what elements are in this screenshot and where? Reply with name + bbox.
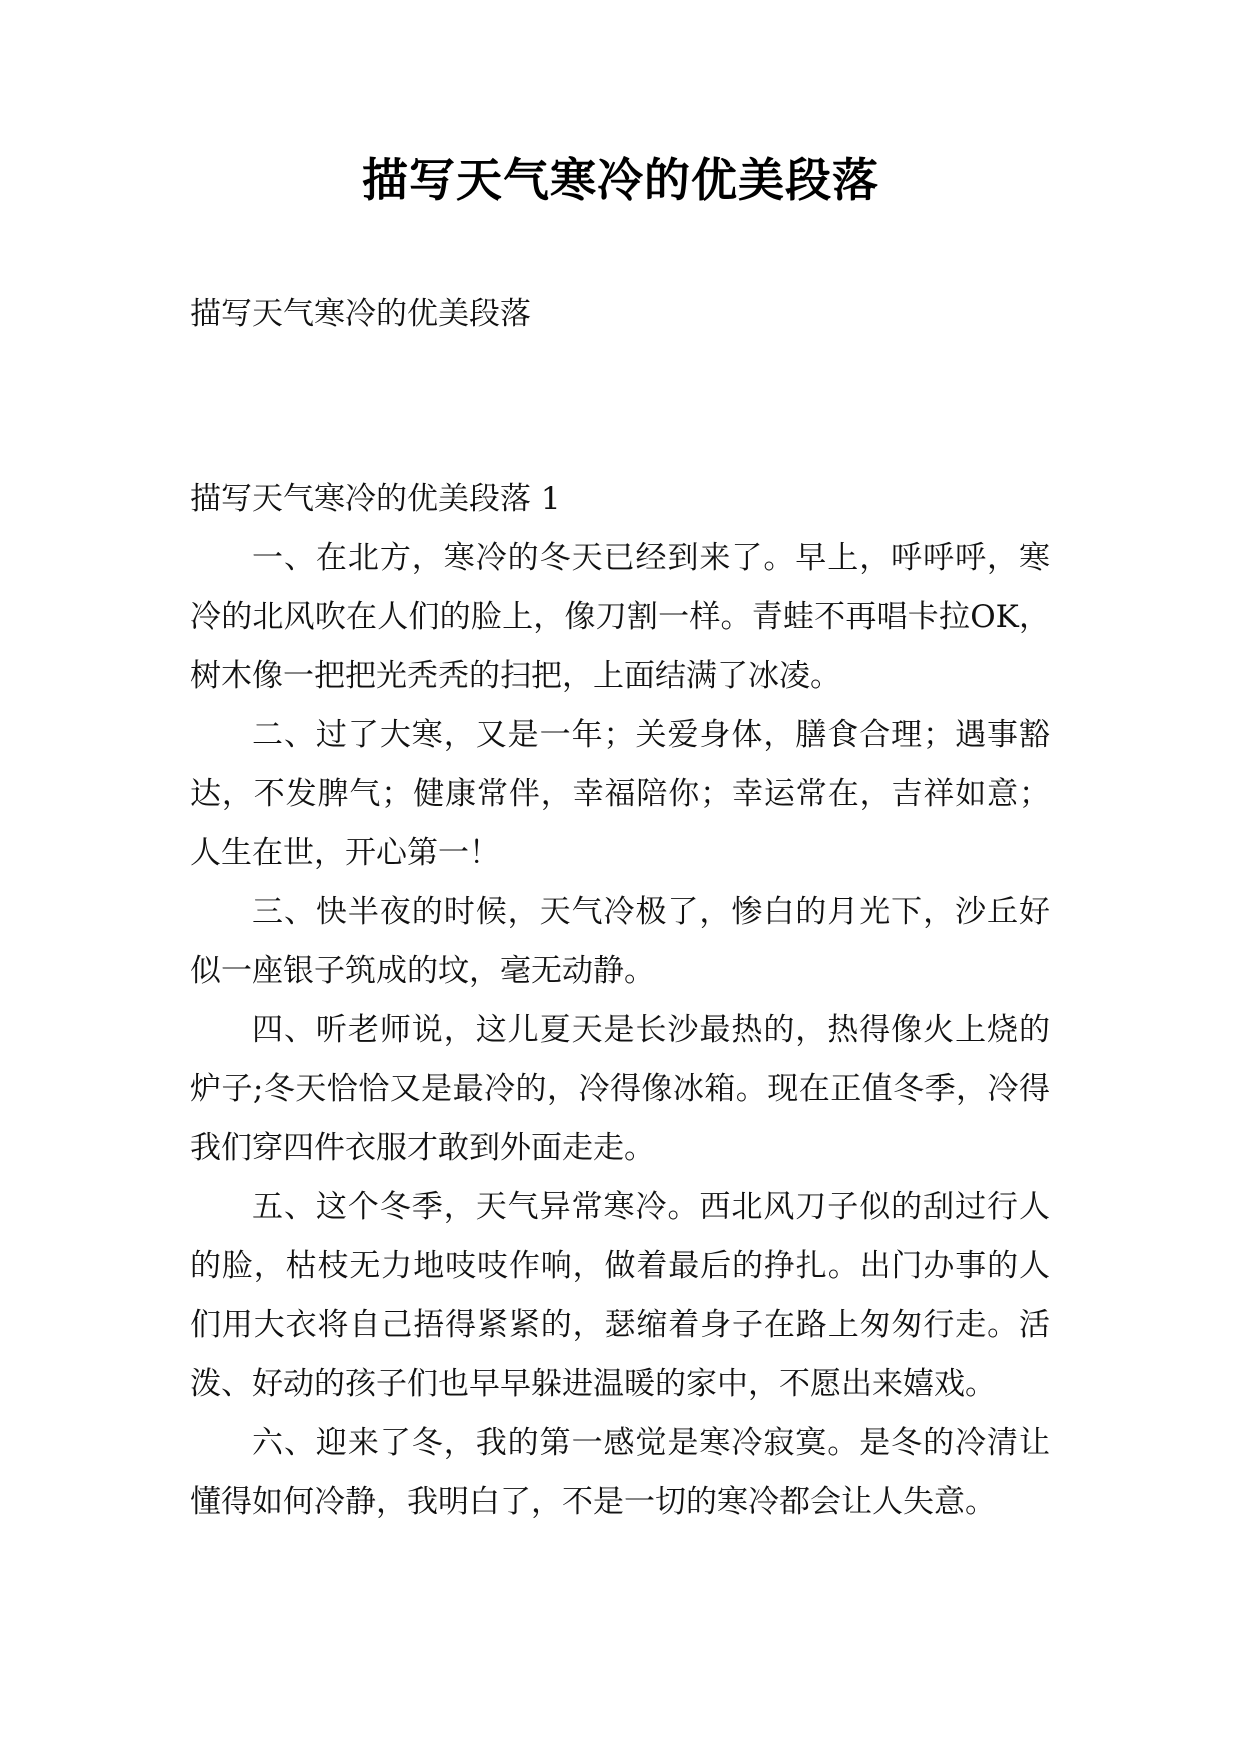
paragraph-4: 四、听老师说，这儿夏天是长沙最热的，热得像火上烧的炉子;冬天恰恰又是最冷的，冷得像冰箱。现在正值冬季，冷得我们穿四件衣服才敢到外面走走。	[190, 1012, 1050, 1166]
document-subtitle: 描写天气寒冷的优美段落	[190, 296, 531, 332]
paragraph-6: 六、迎来了冬，我的第一感觉是寒冷寂寞。是冬的冷清让懂得如何冷静，我明白了，不是一切的寒冷都会让人失意。	[190, 1425, 1050, 1520]
document-body	[190, 470, 1050, 1532]
document-title: 描写天气寒冷的优美段落	[362, 153, 879, 207]
paragraph-2: 二、过了大寒，又是一年；关爱身体，膳食合理；遇事豁达，不发脾气；健康常伴，幸福陪你；幸运常在，吉祥如意；人生在世，开心第一！	[190, 717, 1050, 871]
paragraph-5: 五、这个冬季，天气异常寒冷。西北风刀子似的刮过行人的脸，枯枝无力地吱吱作响，做着最后的挣扎。出门办事的人们用大衣将自己捂得紧紧的，瑟缩着身子在路上匆匆行走。活泼、好动的孩子们也早早躲进温暖的家中，不愿出来嬉戏。	[190, 1189, 1050, 1402]
section-heading: 描写天气寒冷的优美段落 1	[190, 481, 561, 517]
paragraph-1: 一、在北方，寒冷的冬天已经到来了。早上，呼呼呼，寒冷的北风吹在人们的脸上，像刀割一样。青蛙不再唱卡拉OK，树木像一把把光秃秃的扫把，上面结满了冰凌。	[190, 540, 1050, 694]
paragraph-3: 三、快半夜的时候，天气冷极了，惨白的月光下，沙丘好似一座银子筑成的坟，毫无动静。	[190, 894, 1050, 989]
